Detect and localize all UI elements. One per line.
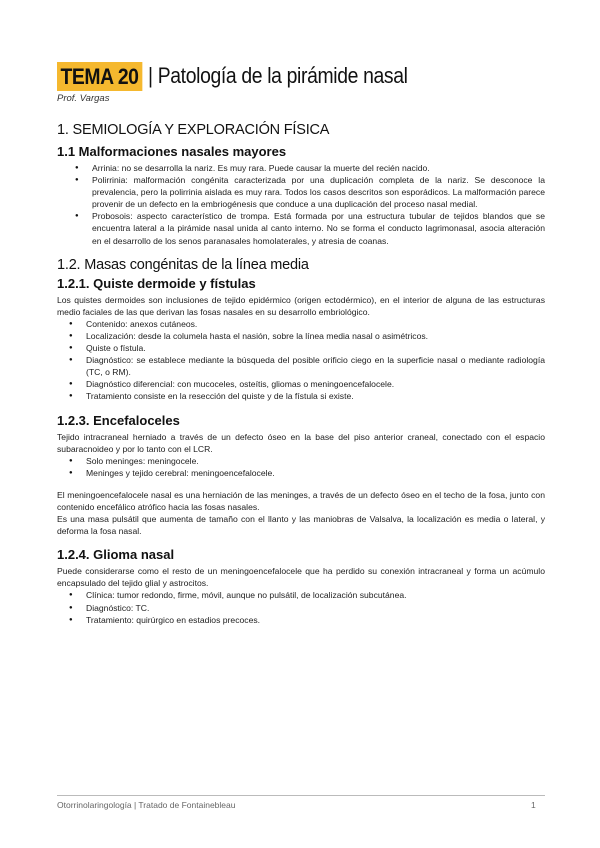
- encephalocele-list: [57, 455, 545, 479]
- footer-text: Otorrinolaringología | Tratado de Fontainebleau: [57, 800, 236, 810]
- list-item: ● Diagnóstico diferencial: con mucoceles, osteítis, gliomas o meningoencefalocele.: [86, 378, 545, 390]
- encephalocele-paragraph-2: Es una masa pulsátil que aumenta de tamaño con el llanto y las maniobras de Valsalva, la localización es media o lateral, y deforma la fosa nasal.: [57, 514, 545, 537]
- list-item: ● Diagnóstico: se establece mediante la búsqueda del posible orificio ciego en la superficie nasal o mediante radiología (TC, o RM).: [86, 354, 545, 378]
- list-item: ● Tratamiento: quirúrgico en estadios precoces.: [86, 614, 545, 626]
- list-item: ● Contenido: anexos cutáneos.: [86, 318, 545, 330]
- dermoid-intro: Los quistes dermoides son inclusiones de tejido epidérmico (origen ectodérmico), en el interior de alguna de las estructuras medio faciales de las que derivan las fosas nasales en su desarrollo embriológico.: [57, 294, 545, 317]
- tema-badge: TEMA 20: [57, 62, 142, 91]
- encephalocele-paragraph-1: El meningoencefalocele nasal es una herniación de las meninges, a través de un defecto óseo en el techo de la fosa, junto con contenido encefálico atrófico hacia las fosas nasales.: [57, 489, 545, 512]
- content: [57, 122, 545, 626]
- footer-divider: [57, 795, 545, 796]
- author: Prof. Vargas: [57, 93, 110, 104]
- list-item: ● Tratamiento consiste en la resección del quiste y de la fístula si existe.: [86, 390, 545, 402]
- section-1-2-heading: 1.2. Masas congénitas de la línea media: [57, 256, 309, 273]
- list-item: ● Diagnóstico: TC.: [86, 602, 545, 614]
- list-item: ● Clínica: tumor redondo, firme, móvil, aunque no pulsátil, de localización subcutánea.: [86, 589, 545, 601]
- section-1-heading: 1. SEMIOLOGÍA Y EXPLORACIÓN FÍSICA: [57, 122, 330, 138]
- encephalocele-intro: Tejido intracraneal herniado a través de un defecto óseo en la base del piso anterior craneal, conectado con el espacio subaracnoideo y por lo tanto con el LCR.: [57, 431, 545, 454]
- list-item: ● Polirrinia: malformación congénita caracterizada por una duplicación completa de la nariz. Se desconoce la prevalencia, pero la polirrinia aislada es muy rara. Todos los casos descritos son esporádicos. La malformación parece provenir de un defecto en la embriogénesis que conduce a una duplicación del proceso nasal medial.: [92, 174, 545, 210]
- section-1-2-3-heading: 1.2.3. Encefaloceles: [57, 412, 180, 428]
- malformations-list: [57, 162, 545, 247]
- glioma-list: [57, 589, 545, 625]
- section-1-2-4-heading: 1.2.4. Glioma nasal: [57, 547, 175, 563]
- section-1-2-1-heading: 1.2.1. Quiste dermoide y fístulas: [57, 275, 256, 291]
- page-title: | Patología de la pirámide nasal: [147, 63, 408, 88]
- page-number: 1: [531, 800, 536, 810]
- section-1-1-heading: 1.1 Malformaciones nasales mayores: [57, 144, 287, 159]
- glioma-intro: Puede considerarse como el resto de un meningoencefalocele que ha perdido su conexión intracraneal y forma un acúmulo encapsulado del tejido glial y astrocitos.: [57, 566, 545, 589]
- dermoid-list: [57, 318, 545, 403]
- list-item: ● Localización: desde la columela hasta el nasión, sobre la línea media nasal o asimétricos.: [86, 330, 545, 342]
- title-row: [57, 60, 443, 92]
- list-item: ● Arrinia: no se desarrolla la nariz. Es muy rara. Puede causar la muerte del recién nacido.: [92, 162, 545, 174]
- list-item: ● Probosois: aspecto característico de trompa. Está formada por una estructura tubular de tejidos blandos que se encuentra lateral a la pirámide nasal unida al canto interno. No se forma el conducto lagrimonasal, asocia alteración en el desarrollo de los senos paranasales homolaterales, y atresia de coanas.: [92, 210, 545, 246]
- list-item: ● Meninges y tejido cerebral: meningoencefalocele.: [86, 467, 545, 479]
- list-item: ● Quiste o fístula.: [86, 342, 545, 354]
- list-item: ● Solo meninges: meningocele.: [86, 455, 545, 467]
